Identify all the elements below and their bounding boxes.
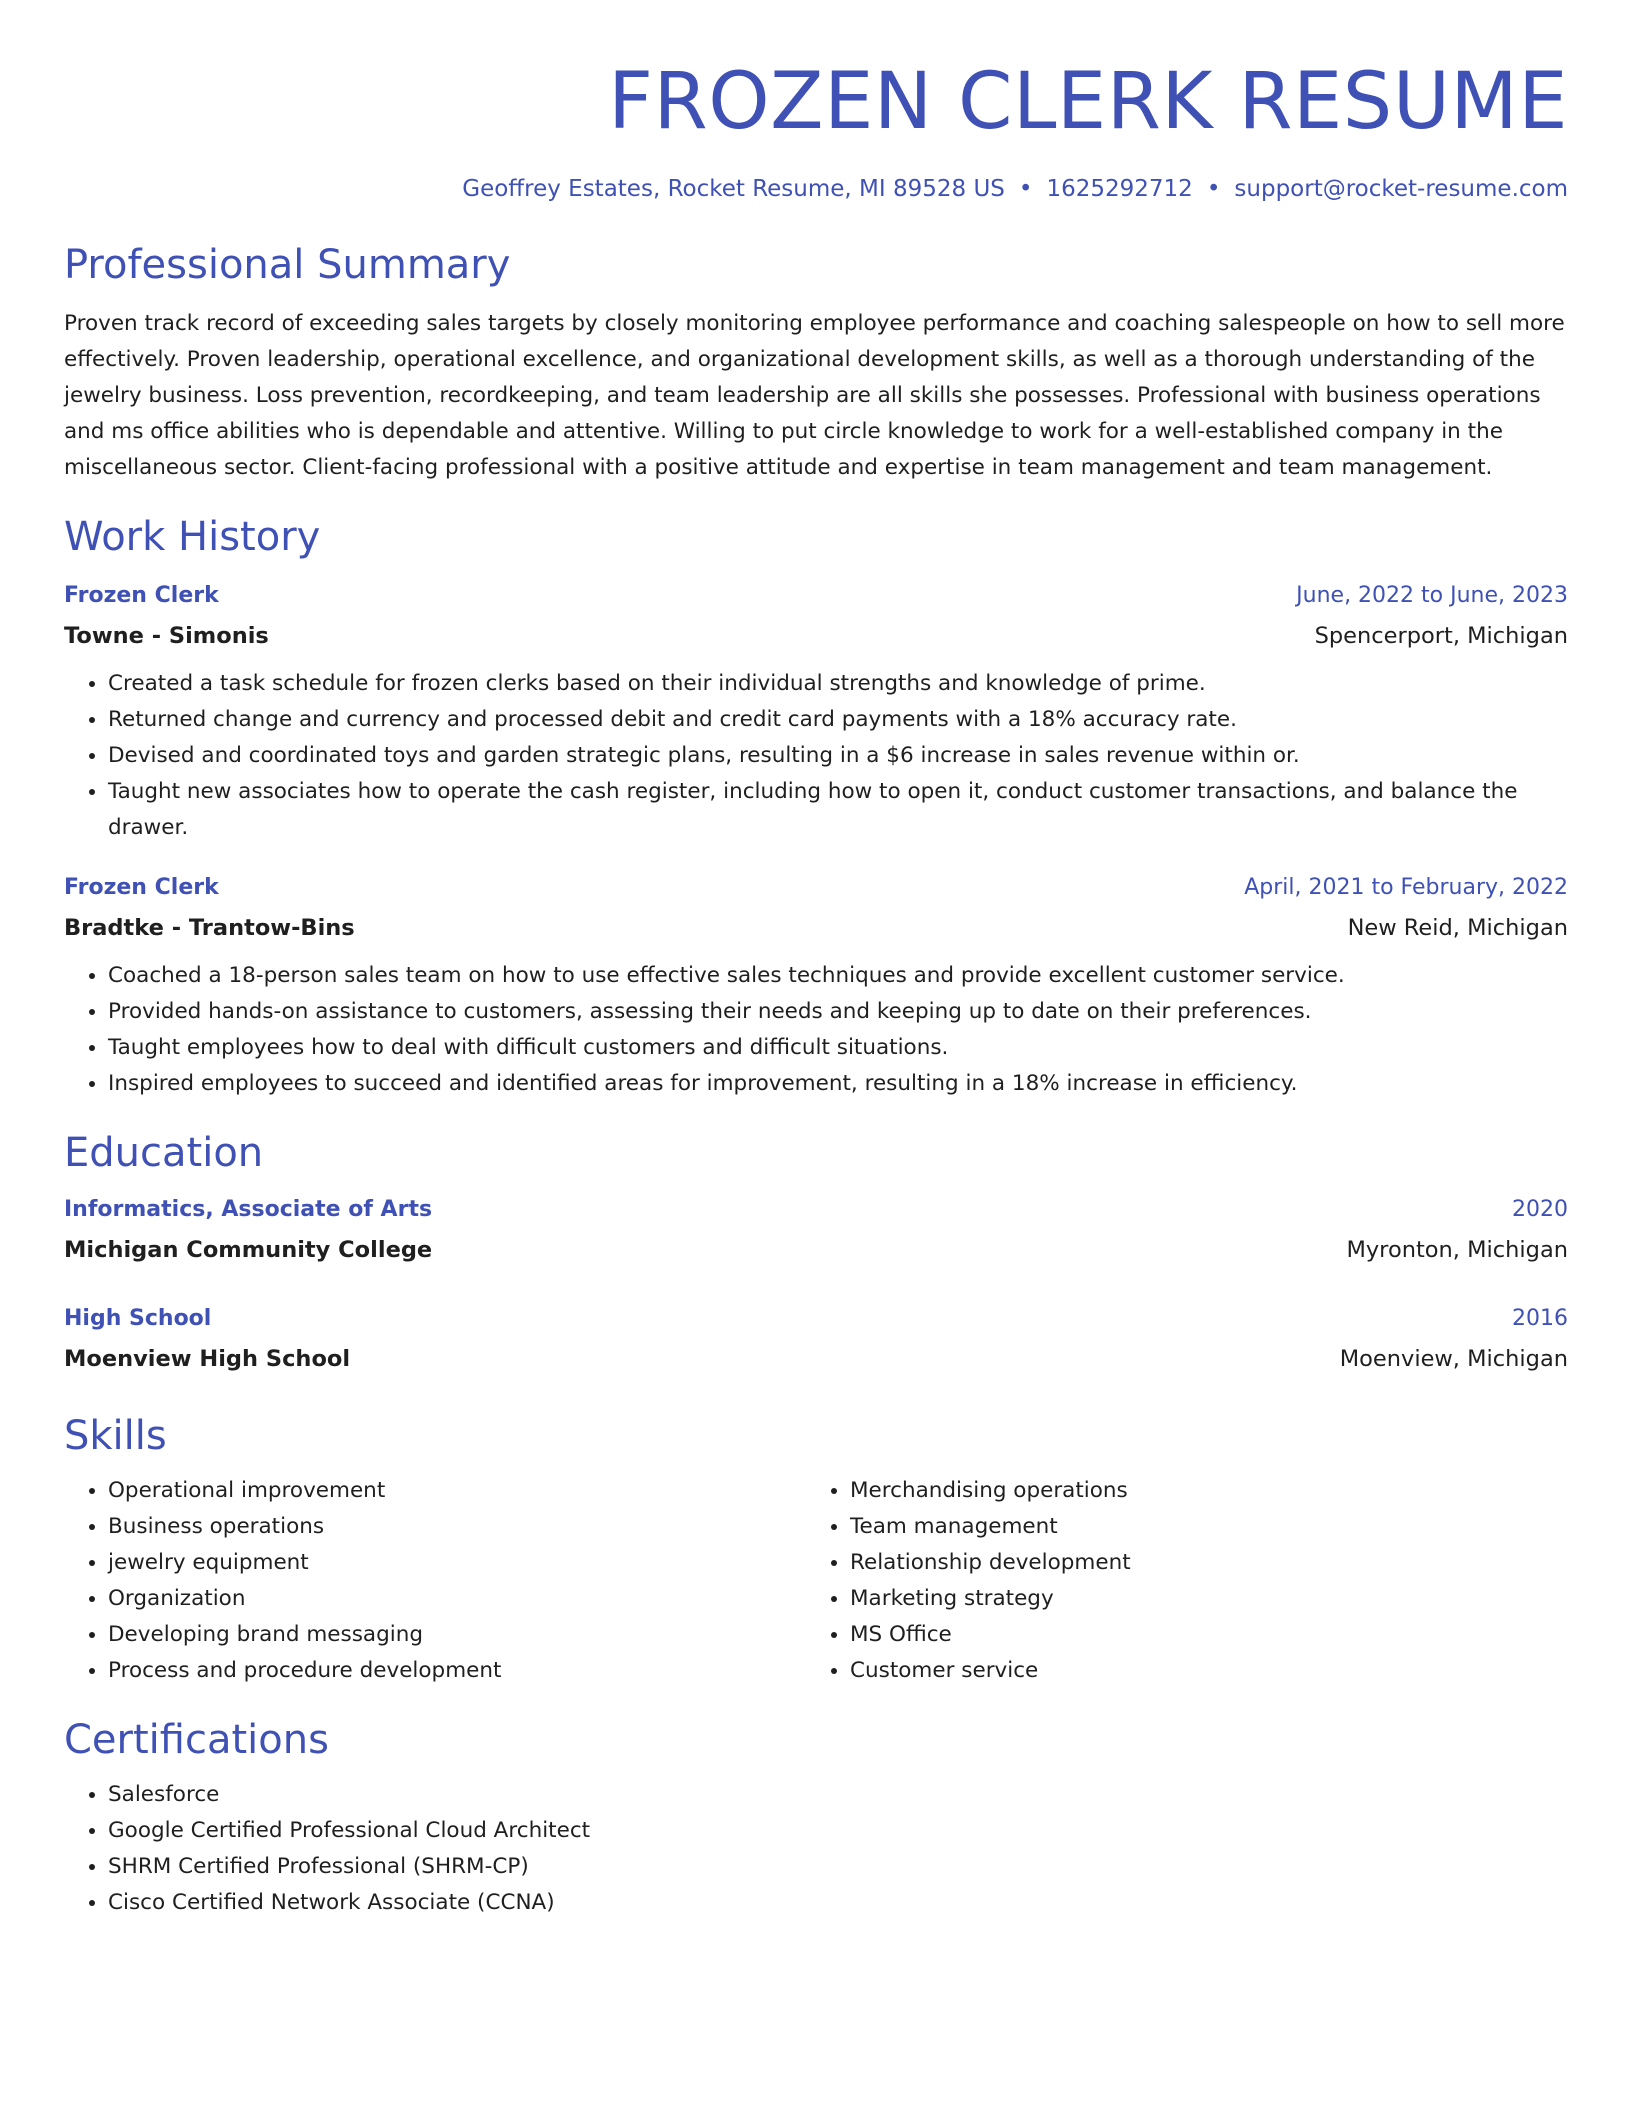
list-item: • Salesforce [108,1777,1568,1813]
list-item: • Taught new associates how to operate the cash register, including how to open it, conduct customer transactions, and balance the drawer. [108,774,1568,846]
resume-title: FROZEN CLERK RESUME [608,57,1568,147]
job-company-row [64,908,1568,948]
education-location: Myronton, Michigan [1346,1237,1568,1263]
list-item: • Team management [850,1509,1548,1545]
job-bullet-list [64,958,1568,1102]
summary-text: Proven track record of exceeding sales targets by closely monitoring employee performance and coaching salespeople on how to sell more effectively. Proven leadership, operational excellence, and organizational development skills, as well as a thorough understanding of the jewelry business. Loss prevention, recordkeeping, and team leadership are all skills she possesses. Professional with business operations and ms office abilities who is dependable and attentive. Willing to put circle knowledge to work for a well-established company in the miscellaneous sector. Client-facing professional with a positive attitude and expertise in team management and team management. [64,311,1565,480]
certifications-list [64,1777,1568,1921]
list-item: • jewelry equipment [108,1545,806,1581]
contact-address: Geoffrey Estates, Rocket Resume, MI 89528 US [462,176,1005,202]
list-item: • Taught employees how to deal with difficult customers and difficult situations. [108,1030,1568,1066]
education-entry [64,1299,1568,1379]
education-school-row [64,1339,1568,1379]
list-item: • Returned change and currency and processed debit and credit card payments with a 18% accuracy rate. [108,702,1568,738]
education-degree-row [64,1190,1568,1230]
list-item: • Developing brand messaging [108,1617,806,1653]
certifications-section [64,1713,1568,1921]
skills-heading: Skills [64,1413,167,1459]
list-item: • Marketing strategy [850,1581,1548,1617]
summary-section [64,238,1568,486]
certifications-heading: Certifications [64,1717,329,1763]
list-item: • Cisco Certified Network Associate (CCNA) [108,1885,1568,1921]
job-dates: April, 2021 to February, 2022 [1244,875,1568,900]
education-location: Moenview, Michigan [1339,1346,1568,1372]
skills-list [806,1473,1548,1689]
education-entry [64,1190,1568,1270]
resume-page [64,52,1568,1921]
education-degree: High School [64,1306,212,1331]
job-company: Bradtke - Trantow-Bins [64,915,355,941]
skills-list [64,1473,806,1689]
job-title: Frozen Clerk [64,583,219,608]
job-location: New Reid, Michigan [1347,915,1568,941]
education-school-row [64,1230,1568,1270]
education-heading: Education [64,1130,264,1176]
list-item: • Inspired employees to succeed and identified areas for improvement, resulting in a 18% increase in efficiency. [108,1066,1568,1102]
list-item: • Business operations [108,1509,806,1545]
contact-email: support@rocket-resume.com [1234,176,1568,202]
list-item: • Operational improvement [108,1473,806,1509]
education-year: 2020 [1512,1197,1568,1222]
job-bullet-list [64,666,1568,846]
list-item: • Process and procedure development [108,1653,806,1689]
list-item: • Customer service [850,1653,1548,1689]
job-location: Spencerport, Michigan [1314,623,1568,649]
job-entry [64,576,1568,846]
list-item: • Organization [108,1581,806,1617]
contact-separator: • [1018,176,1033,202]
education-degree: Informatics, Associate of Arts [64,1197,433,1222]
job-title: Frozen Clerk [64,875,219,900]
job-dates: June, 2022 to June, 2023 [1296,583,1568,608]
list-item: • Devised and coordinated toys and garden strategic plans, resulting in a $6 increase in sales revenue within or. [108,738,1568,774]
job-company: Towne - Simonis [64,623,269,649]
work-history-heading: Work History [64,514,321,560]
skills-columns [64,1473,1568,1689]
skills-section [64,1409,1568,1689]
job-title-row [64,576,1568,616]
skills-right-column [806,1473,1548,1689]
summary-heading: Professional Summary [64,242,511,288]
education-school: Moenview High School [64,1346,351,1372]
skills-left-column [64,1473,806,1689]
education-section [64,1126,1568,1379]
contact-line [64,174,1568,204]
list-item: • Created a task schedule for frozen clerks based on their individual strengths and knowledge of prime. [108,666,1568,702]
list-item: • MS Office [850,1617,1548,1653]
list-item: • Google Certified Professional Cloud Architect [108,1813,1568,1849]
job-company-row [64,616,1568,656]
list-item: • Coached a 18-person sales team on how to use effective sales techniques and provide excellent customer service. [108,958,1568,994]
job-title-row [64,868,1568,908]
education-school: Michigan Community College [64,1237,433,1263]
list-item: • Merchandising operations [850,1473,1548,1509]
list-item: • Relationship development [850,1545,1548,1581]
contact-phone: 1625292712 [1046,176,1193,202]
contact-separator: • [1206,176,1221,202]
education-degree-row [64,1299,1568,1339]
job-entry [64,868,1568,1102]
work-history-section [64,510,1568,1102]
list-item: • SHRM Certified Professional (SHRM-CP) [108,1849,1568,1885]
education-year: 2016 [1512,1306,1568,1331]
list-item: • Provided hands-on assistance to customers, assessing their needs and keeping up to date on their preferences. [108,994,1568,1030]
